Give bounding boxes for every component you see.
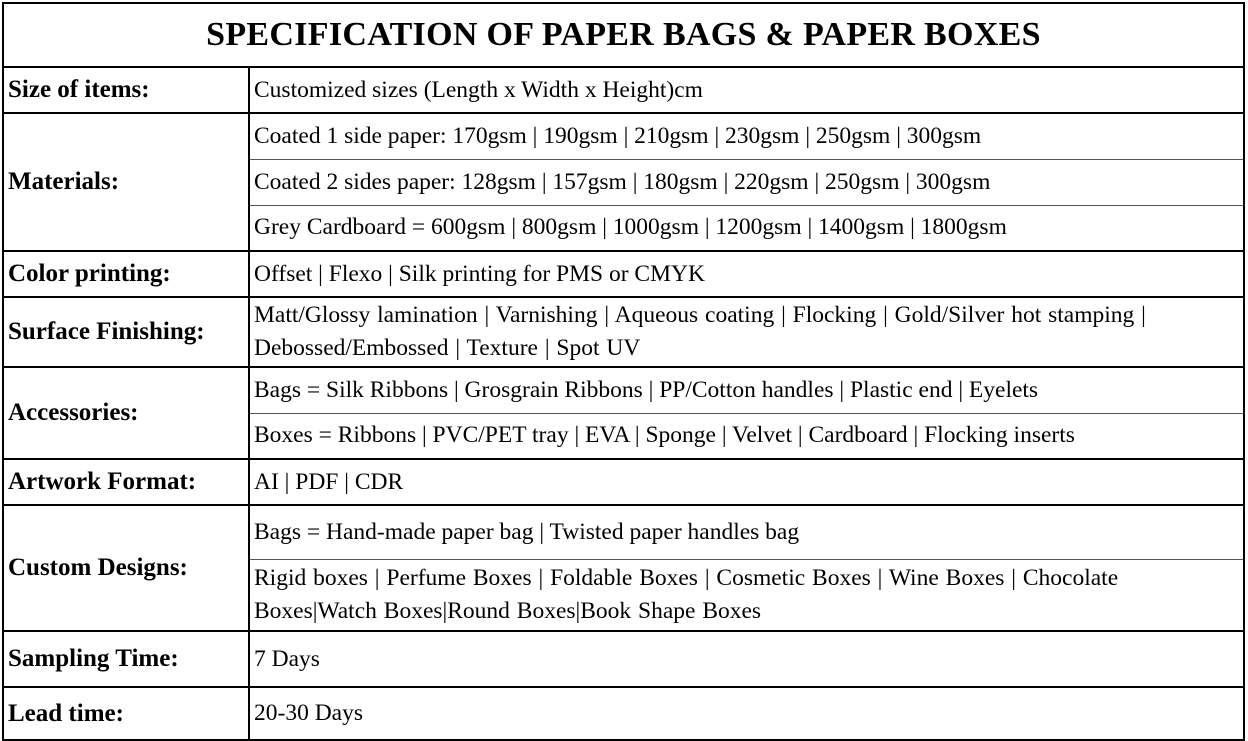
row-value-accessories-boxes: Boxes = Ribbons | PVC/PET tray | EVA | Sponge | Velvet | Cardboard | Flocking inserts [249,413,1244,459]
row-value-materials-coated-1-side: Coated 1 side paper: 170gsm | 190gsm | 210gsm | 230gsm | 250gsm | 300gsm [249,113,1244,159]
table-row-custom-designs [3,505,1244,559]
table-row-sampling-time [3,631,1244,687]
row-value-surface-finishing: Matt/Glossy lamination | Varnishing | Aqueous coating | Flocking | Gold/Silver hot stamping | Debossed/Embossed | Texture | Spot UV [249,297,1244,367]
row-label-sampling-time: Sampling Time: [3,631,249,687]
table-row-accessories [3,367,1244,413]
table-row-materials [3,113,1244,159]
table-row-lead-time [3,687,1244,740]
specification-table [2,2,1245,741]
table-title: SPECIFICATION OF PAPER BAGS & PAPER BOXES [3,3,1244,67]
row-value-lead-time: 20-30 Days [249,687,1244,740]
row-value-materials-coated-2-sides: Coated 2 sides paper: 128gsm | 157gsm | 180gsm | 220gsm | 250gsm | 300gsm [249,159,1244,205]
row-value-custom-designs-bags: Bags = Hand-made paper bag | Twisted paper handles bag [249,505,1244,559]
row-label-custom-designs: Custom Designs: [3,505,249,631]
title-row [3,3,1244,67]
table-row-color-printing [3,251,1244,297]
table-row-surface-finishing [3,297,1244,367]
row-value-sampling-time: 7 Days [249,631,1244,687]
row-label-lead-time: Lead time: [3,687,249,740]
row-value-size: Customized sizes (Length x Width x Height)cm [249,67,1244,113]
row-value-artwork-format: AI | PDF | CDR [249,459,1244,505]
row-value-custom-designs-boxes: Rigid boxes | Perfume Boxes | Foldable Boxes | Cosmetic Boxes | Wine Boxes | Chocolate Boxes|Watch Boxes|Round Boxes|Book Shape Boxes [249,559,1244,631]
row-label-color-printing: Color printing: [3,251,249,297]
table-row-artwork-format [3,459,1244,505]
row-value-color-printing: Offset | Flexo | Silk printing for PMS or CMYK [249,251,1244,297]
row-label-materials: Materials: [3,113,249,251]
row-label-size: Size of items: [3,67,249,113]
row-label-surface-finishing: Surface Finishing: [3,297,249,367]
row-value-accessories-bags: Bags = Silk Ribbons | Grosgrain Ribbons | PP/Cotton handles | Plastic end | Eyelets [249,367,1244,413]
row-label-accessories: Accessories: [3,367,249,459]
table-row-size [3,67,1244,113]
row-value-materials-grey-cardboard: Grey Cardboard = 600gsm | 800gsm | 1000gsm | 1200gsm | 1400gsm | 1800gsm [249,205,1244,251]
row-label-artwork-format: Artwork Format: [3,459,249,505]
